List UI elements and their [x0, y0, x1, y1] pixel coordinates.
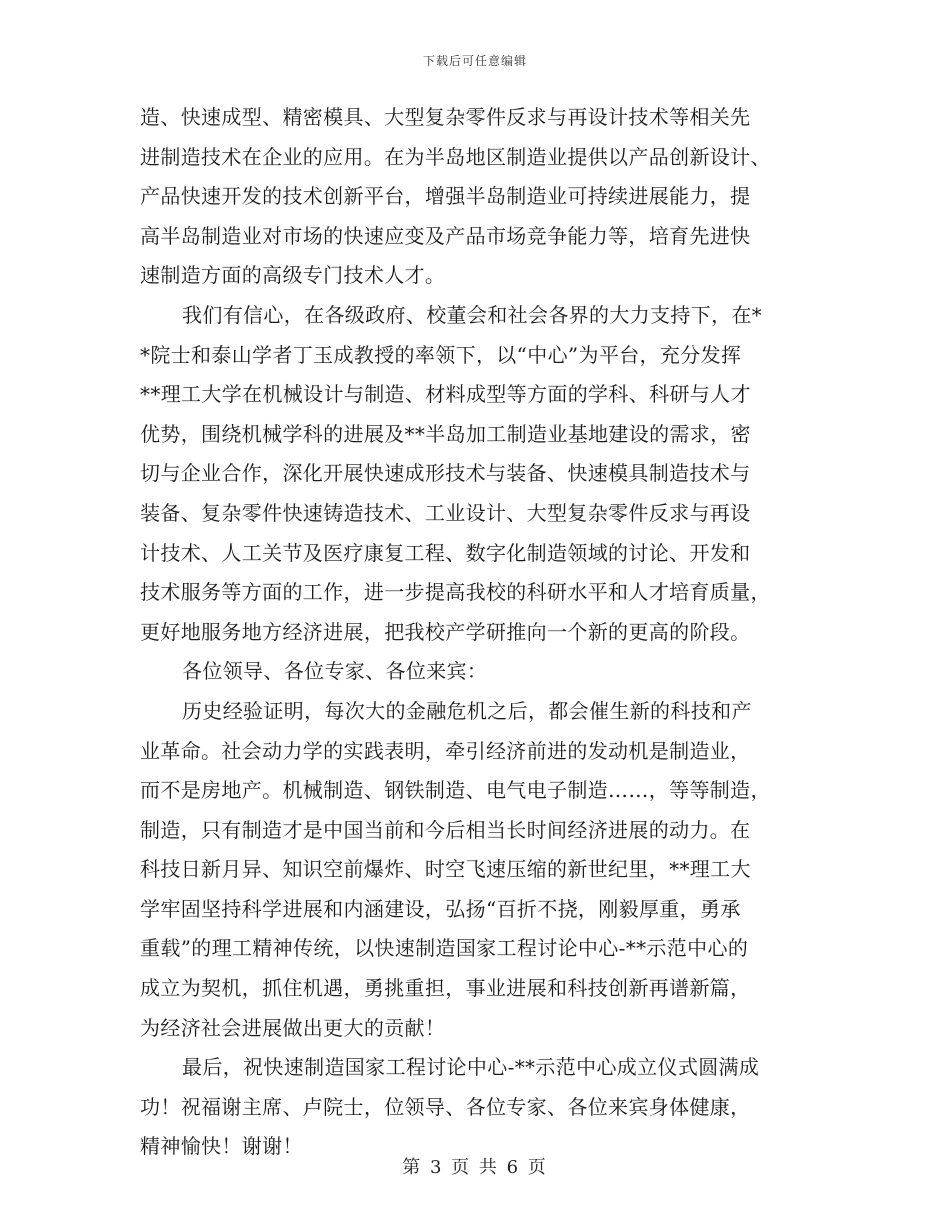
text-line: 高半岛制造业对市场的快速应变及产品市场竞争能力等，培育先进快 — [140, 223, 751, 248]
text-line: 制造，只有制造才是中国当前和今后相当长时间经济进展的动力。在 — [140, 817, 751, 842]
text-line: 产品快速开发的技术创新平台，增强半岛制造业可持续进展能力，提 — [140, 184, 751, 209]
text-line: 功！祝福谢主席、卢院士，位领导、各位专家、各位来宾身体健康， — [140, 1094, 751, 1119]
text-line: *院士和泰山学者丁玉成教授的率领下，以“中心”为平台，充分发挥 — [140, 342, 742, 367]
text-line: 速制造方面的高级专门技术人才。 — [140, 263, 446, 288]
salutation-line: 各位领导、各位专家、各位来宾： — [182, 659, 488, 684]
text-line: 计技术、人工关节及医疗康复工程、数字化制造领域的讨论、开发和 — [140, 540, 751, 565]
text-line: 更好地服务地方经济进展，把我校产学研推向一个新的更高的阶段。 — [140, 619, 751, 644]
text-line: 装备、复杂零件快速铸造技术、工业设计、大型复杂零件反求与再设 — [140, 500, 751, 525]
paragraph-first-line: 我们有信心，在各级政府、校董会和社会各界的大力支持下，在* — [182, 302, 763, 327]
text-line: **理工大学在机械设计与制造、材料成型等方面的学科、科研与人才 — [140, 382, 751, 407]
paragraph-first-line: 历史经验证明，每次大的金融危机之后，都会催生新的科技和产 — [182, 698, 752, 723]
text-line: 技术服务等方面的工作，进一步提高我校的科研水平和人才培育质量， — [140, 580, 771, 605]
page-header: 下载后可任意编辑 — [422, 54, 527, 68]
text-line: 科技日新月异、知识空前爆炸、时空飞速压缩的新世纪里，**理工大 — [140, 857, 751, 882]
text-line: 业革命。社会动力学的实践表明，牵引经济前进的发动机是制造业， — [140, 738, 751, 763]
text-line: 切与企业合作，深化开展快速成形技术与装备、快速模具制造技术与 — [140, 461, 751, 486]
text-line: 进制造技术在企业的应用。在为半岛地区制造业提供以产品创新设计、 — [140, 144, 771, 169]
text-line: 造、快速成型、精密模具、大型复杂零件反求与再设计技术等相关先 — [140, 105, 751, 129]
text-line: 精神愉快！谢谢！ — [140, 1134, 303, 1159]
text-line: 重载”的理工精神传统，以快速制造国家工程讨论中心-**示范中心的 — [140, 936, 749, 961]
text-line: 而不是房地产。机械制造、钢铁制造、电气电子制造……，等等制造， — [140, 778, 771, 803]
document-body — [140, 98, 810, 1167]
text-line: 为经济社会进展做出更大的贡献！ — [140, 1015, 446, 1040]
page-number: 第 3 页 共 6 页 — [402, 1157, 548, 1178]
text-line: 优势，围绕机械学科的进展及**半岛加工制造业基地建设的需求，密 — [140, 421, 751, 446]
paragraph-first-line: 最后，祝快速制造国家工程讨论中心-**示范中心成立仪式圆满成 — [182, 1055, 760, 1080]
text-line: 成立为契机，抓住机遇，勇挑重担，事业进展和科技创新再谱新篇， — [140, 976, 751, 1001]
text-line: 学牢固坚持科学进展和内涵建设，弘扬“百折不挠，刚毅厚重，勇承 — [140, 896, 741, 921]
